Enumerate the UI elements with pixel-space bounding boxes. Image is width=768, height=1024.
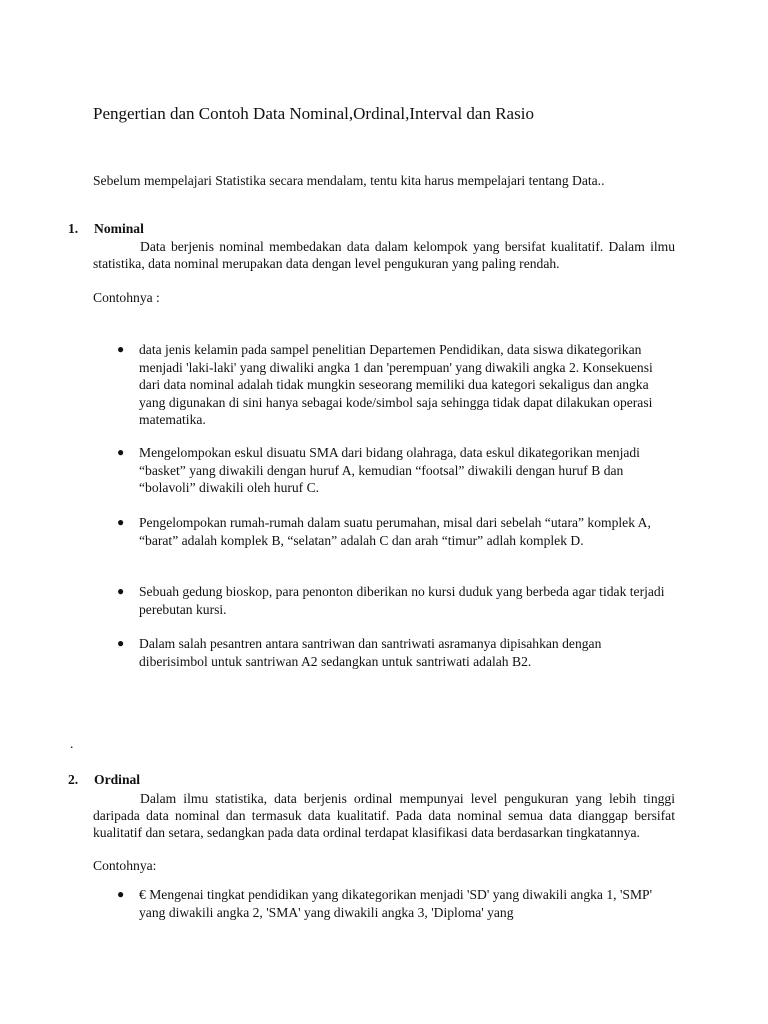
- list-item-text: Dalam salah pesantren antara santriwan dan santriwati asramanya dipisahkan dengan diberisimbol untuk santriwan A2 sedangkan untuk santriwati adalah B2.: [139, 636, 602, 669]
- list-item: [117, 514, 671, 549]
- intro-paragraph: Sebelum mempelajari Statistika secara mendalam, tentu kita harus mempelajari tentang Data..: [93, 173, 605, 188]
- list-item: [117, 886, 671, 921]
- section-body-ordinal: Dalam ilmu statistika, data berjenis ordinal mempunyai level pengukuran yang lebih tinggi daripada data nominal dan termasuk data kualitatif. Pada data nominal semua data dianggap bersifat kualitatif dan setara, sedangkan pada data ordinal terdapat klasifikasi data berdasarkan tingkatannya.: [93, 791, 675, 840]
- document-title: Pengertian dan Contoh Data Nominal,Ordinal,Interval dan Rasio: [93, 104, 534, 123]
- section-title: Ordinal: [94, 772, 141, 787]
- stray-period: .: [70, 736, 74, 751]
- list-item: [117, 583, 671, 618]
- section-body-nominal: Data berjenis nominal membedakan data dalam kelompok yang bersifat kualitatif. Dalam ilmu statistika, data nominal merupakan data dengan level pengukuran yang paling rendah.: [93, 239, 675, 271]
- list-item: [117, 444, 671, 497]
- list-item-text: € Mengenai tingkat pendidikan yang dikategorikan menjadi 'SD' yang diwakili angka 1, 'SMP' yang diwakili angka 2, 'SMA' yang diwakili angka 3, 'Diploma' yang: [139, 887, 653, 920]
- section-number: 2.: [68, 772, 79, 787]
- bullet-icon: ●: [117, 515, 125, 529]
- bullet-icon: ●: [117, 445, 125, 459]
- list-item-text: Pengelompokan rumah-rumah dalam suatu perumahan, misal dari sebelah “utara” komplek A, “barat” adalah komplek B, “selatan” adalah C dan arah “timur” adlah komplek D.: [139, 515, 651, 548]
- list-item: [117, 635, 671, 670]
- list-item-text: Sebuah gedung bioskop, para penonton diberikan no kursi duduk yang berbeda agar tidak terjadi perebutan kursi.: [139, 584, 665, 617]
- list-item: [117, 341, 671, 429]
- bullet-icon: ●: [117, 342, 125, 356]
- example-label-ordinal: Contohnya:: [93, 858, 157, 873]
- bullet-icon: ●: [117, 887, 125, 901]
- list-item-text: data jenis kelamin pada sampel penelitian Departemen Pendidikan, data siswa dikategorikan menjadi 'laki-laki' yang diwaliki angka 1 dan 'perempuan' yang diwakili angka 2. Konsekuensi dari data nominal adalah tidak mungkin seseorang memiliki dua kategori sekaligus dan angka yang digunakan di sini hanya sebagai kode/simbol saja sehingga tidak dapat dilakukan operasi matematika.: [139, 342, 653, 427]
- section-number: 1.: [68, 221, 79, 236]
- example-label-nominal: Contohnya :: [93, 290, 160, 305]
- section-title: Nominal: [94, 221, 144, 236]
- list-item-text: Mengelompokan eskul disuatu SMA dari bidang olahraga, data eskul dikategorikan menjadi “basket” yang diwakili dengan huruf A, kemudian “footsal” diwakili dengan huruf B dan “bolavoli” diwakili oleh huruf C.: [139, 445, 640, 495]
- bullet-icon: ●: [117, 584, 125, 598]
- bullet-icon: ●: [117, 636, 125, 650]
